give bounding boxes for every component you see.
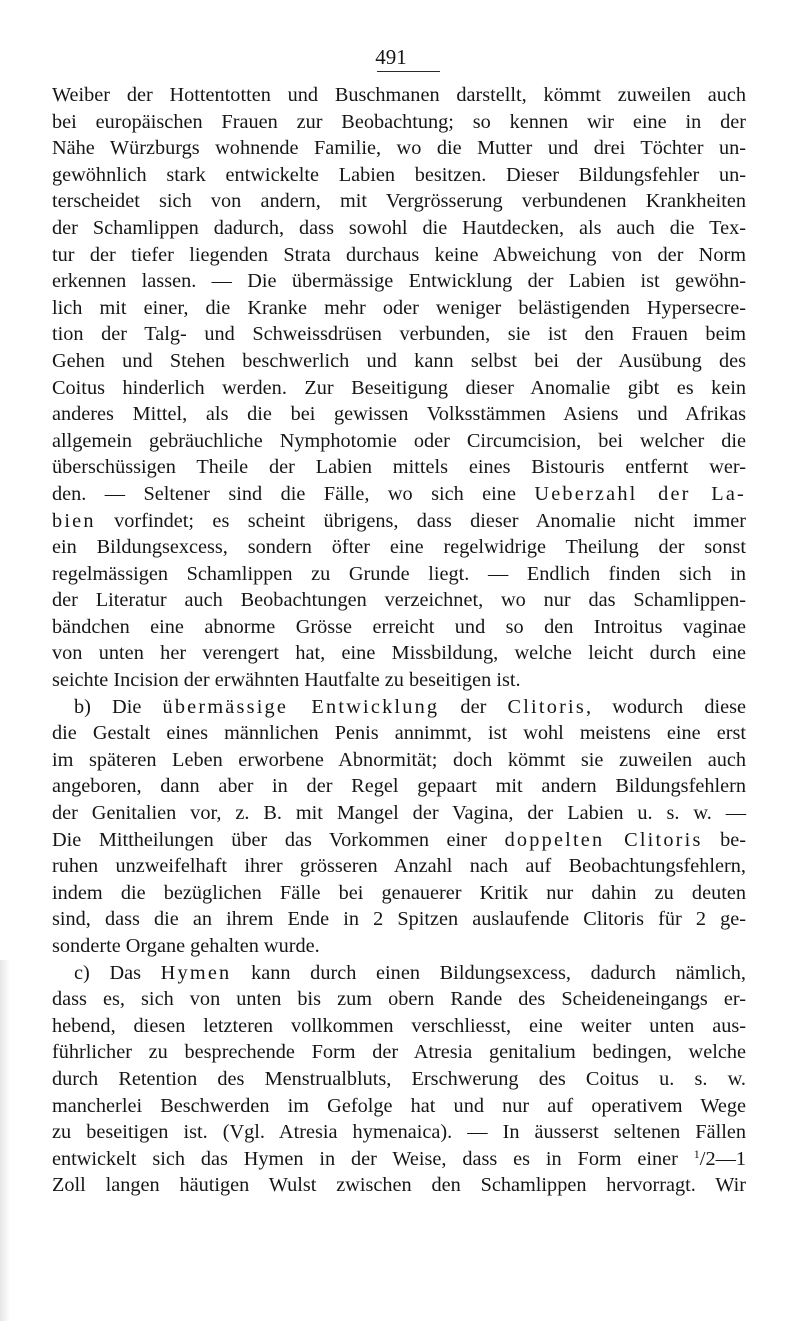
text-line: die Gestalt eines männlichen Penis annimmt, ist wohl meistens eine erst: [52, 722, 746, 745]
text-line: durch Retention des Menstrualbluts, Erschwerung des Coitus u. s. w.: [52, 1067, 746, 1090]
text-line: Zoll langen häutigen Wulst zwischen den Schamlippen hervorragt. Wir: [52, 1174, 746, 1197]
text-line: überschüssigen Theile der Labien mittels eines Bistouris entfernt wer-: [52, 456, 746, 479]
text-line: den. — Seltener sind die Fälle, wo sich eine Ueberzahl der La-: [52, 482, 746, 505]
text-line: gewöhnlich stark entwickelte Labien besitzen. Dieser Bildungsfehler un-: [52, 163, 746, 186]
spaced-term: Hymen: [160, 961, 232, 984]
text-line: ruhen unzweifelhaft ihrer grösseren Anzahl nach auf Beobachtungsfehlern,: [52, 855, 746, 878]
text-line: Weiber der Hottentotten und Buschmanen darstellt, kömmt zuweilen auch: [52, 84, 746, 106]
text-line: tur der tiefer liegenden Strata durchaus keine Abweichung von der Norm: [52, 243, 746, 266]
text-line: im späteren Leben erworbene Abnormität; doch kömmt sie zuweilen auch: [52, 748, 746, 771]
text-line: c) Das Hymen kann durch einen Bildungsexcess, dadurch nämlich,: [74, 961, 746, 984]
page-number: 491: [375, 45, 407, 69]
text-line: Gehen und Stehen beschwerlich und kann selbst bei der Ausübung des: [52, 349, 746, 372]
text-line: von unten her verengert hat, eine Missbildung, welche leicht durch eine: [52, 642, 746, 665]
text-line: bei europäischen Frauen zur Beobachtung; so kennen wir eine in der: [52, 110, 746, 133]
text-line: mancherlei Beschwerden im Gefolge hat und nur auf operativem Wege: [52, 1094, 746, 1117]
spaced-term: übermässige Entwicklung: [162, 695, 440, 718]
text-line: bändchen eine abnorme Grösse erreicht und so den Introitus vaginae: [52, 615, 746, 638]
text-line: der Literatur auch Beobachtungen verzeichnet, wo nur das Schamlippen-: [52, 589, 746, 612]
spaced-term: Clitoris: [507, 695, 586, 718]
text-line: lich mit einer, die Kranke mehr oder weniger belästigenden Hypersecre-: [52, 296, 746, 319]
text-line: b) Die übermässige Entwicklung der Clitoris, wodurch diese: [74, 695, 746, 718]
text-line: erkennen lassen. — Die übermässige Entwicklung der Labien ist gewöhn-: [52, 270, 746, 293]
spaced-term: Ueberzahl der La-: [534, 482, 746, 505]
text-line: angeboren, dann aber in der Regel gepaart mit andern Bildungsfehlern: [52, 775, 746, 798]
text-line: anderes Mittel, als die bei gewissen Volksstämmen Asiens und Afrikas: [52, 403, 746, 426]
body-text: [52, 82, 746, 1199]
text-line: ein Bildungsexcess, sondern öfter eine regelwidrige Theilung der sonst: [52, 536, 746, 559]
text-line: führlicher zu besprechende Form der Atresia genitalium bedingen, welche: [52, 1041, 746, 1064]
text-line: indem die bezüglichen Fälle bei genauerer Kritik nur dahin zu deuten: [52, 881, 746, 904]
text-line: der Schamlippen dadurch, dass sowohl die Hautdecken, als auch die Tex-: [52, 216, 746, 239]
text-line: tion der Talg- und Schweissdrüsen verbunden, sie ist den Frauen beim: [52, 323, 746, 346]
text-line: der Genitalien vor, z. B. mit Mangel der Vagina, der Labien u. s. w. —: [52, 802, 746, 825]
text-line: bien vorfindet; es scheint übrigens, dass dieser Anomalie nicht immer: [52, 509, 746, 532]
text-line: sonderte Organe gehalten wurde.: [52, 935, 320, 957]
text-line: allgemein gebräuchliche Nymphotomie oder Circumcision, bei welcher die: [52, 429, 746, 452]
spaced-term: doppelten Clitoris: [504, 828, 703, 851]
spaced-term: bien: [52, 509, 96, 532]
text-line: sind, dass die an ihrem Ende in 2 Spitzen auslaufende Clitoris für 2 ge-: [52, 908, 746, 931]
text-line: Coitus hinderlich werden. Zur Beseitigung dieser Anomalie gibt es kein: [52, 376, 746, 399]
text-line: Nähe Würzburgs wohnende Familie, wo die Mutter und drei Töchter un-: [52, 137, 746, 160]
page-spine-shadow: [0, 960, 10, 1321]
text-line: zu beseitigen ist. (Vgl. Atresia hymenaica). — In äusserst seltenen Fällen: [52, 1121, 746, 1144]
text-line: regelmässigen Schamlippen zu Grunde liegt. — Endlich finden sich in: [52, 562, 746, 585]
text-line: terscheidet sich von andern, mit Vergrösserung verbundenen Krankheiten: [52, 190, 746, 213]
text-line: entwickelt sich das Hymen in der Weise, dass es in Form einer $^1$/2—1: [52, 1146, 746, 1170]
page-number-underline: [377, 71, 440, 72]
text-line: hebend, diesen letzteren vollkommen verschliesst, eine weiter unten aus-: [52, 1014, 746, 1037]
text-line: Die Mittheilungen über das Vorkommen einer doppelten Clitoris be-: [52, 828, 746, 851]
text-line: dass es, sich von unten bis zum obern Rande des Scheideneingangs er-: [52, 988, 746, 1011]
fraction: $^1$/2—1: [693, 1146, 746, 1170]
text-line: seichte Incision der erwähnten Hautfalte zu beseitigen ist.: [52, 669, 521, 692]
